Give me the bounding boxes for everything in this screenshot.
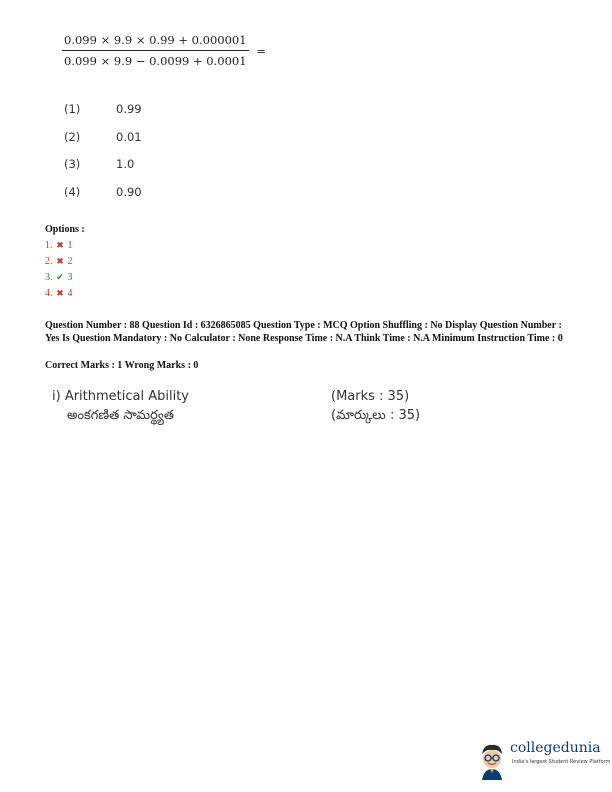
question-metadata: Question Number : 88 Question Id : 6326865085 Question Type : MCQ Option Shuffling : No Display Question Number : Yes Is Question Mandatory : No Calculator : None Response Time : N.A Think Time : N.A Minimum Instruction Time : 0 [45,320,563,344]
equals-sign: = [256,43,266,58]
choice-number: (3) [64,157,81,171]
options-title: Options : [45,224,85,235]
choice-value: 0.99 [116,102,142,116]
choice-number: (1) [64,102,81,116]
option-label: 3 [67,272,73,283]
option-index: 4. [45,288,53,299]
cross-icon: ✖ [56,256,64,266]
logo-wordmark: collegedunia [510,740,601,756]
check-icon: ✔ [56,272,64,282]
section-marks-english: (Marks : 35) [331,389,410,404]
choice-value: 1.0 [116,157,135,171]
option-item-2 [45,253,85,269]
choice-number: (4) [64,184,81,199]
choice-value: 0.01 [116,129,142,144]
section-marks-telugu: (మార్కులు : 35) [331,408,421,423]
section-title-english: i) Arithmetical Ability [52,389,190,404]
mascot-icon [476,740,508,780]
option-item-4 [45,285,85,301]
marks-info: Correct Marks : 1 Wrong Marks : 0 [45,360,199,371]
collegedunia-logo [476,740,611,780]
fraction-numerator: 0.099 × 9.9 × 0.99 + 0.000001 [64,33,247,47]
logo-tagline: India's largest Student Review Platform [512,759,611,765]
option-label: 4 [67,288,73,299]
question-formula [62,33,266,68]
option-index: 2. [45,256,53,267]
fraction [62,33,249,68]
option-index: 1. [45,240,53,251]
section-title-telugu: అంకగణిత సామర్థ్యత [67,408,175,423]
option-index: 3. [45,272,53,283]
cross-icon: ✖ [56,288,64,298]
choice-value: 0.90 [116,184,142,199]
choice-number: (2) [64,129,81,144]
option-item-1 [45,237,85,253]
option-label: 2 [67,256,73,267]
cross-icon: ✖ [56,240,64,250]
fraction-denominator: 0.099 × 9.9 − 0.0099 + 0.0001 [64,54,247,68]
options-list [45,224,85,301]
option-label: 1 [67,240,73,251]
option-item-3 [45,269,85,285]
